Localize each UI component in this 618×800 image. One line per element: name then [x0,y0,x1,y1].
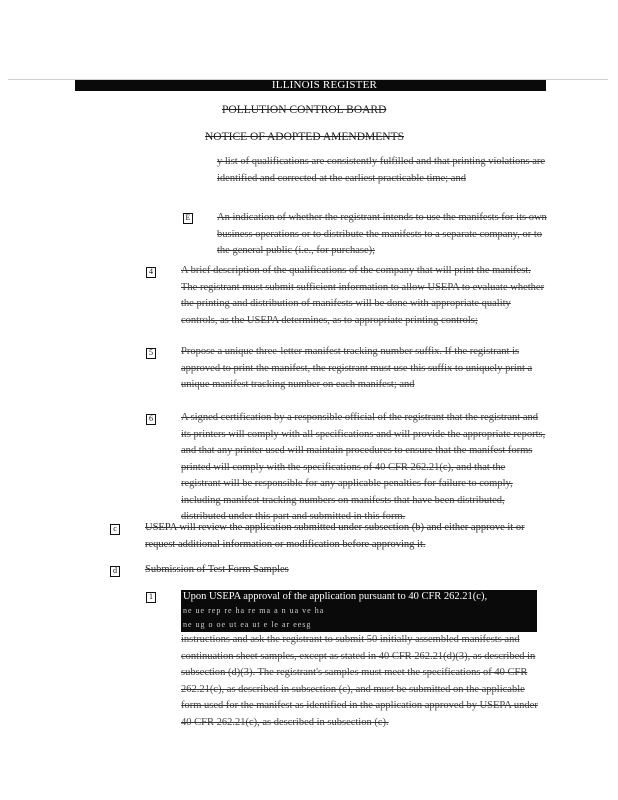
register-header-bar [75,80,546,91]
marker-4: 4 [146,267,156,278]
paragraph-d-heading: Submission of Test Form Samples [145,564,289,575]
paragraph-4: A brief description of the qualifications of the company that will print the manifest. The registrant must submit sufficient information to allow USEPA to evaluate whether the printing and distribution of manifests will be done with appropriate quality controls, as the USEPA determines, as to appropriate printing controls; [181,265,545,326]
marker-6: 6 [146,414,156,425]
paragraph-continuation: y list of qualifications are consistently fulfilled and that printing violations are identified and corrected at the earliest practicable time; and [217,156,546,184]
paragraph-e: An indication of whether the registrant intends to use the manifests for its own business operations or to distribute the manifests to a separate company, or to the general public (i.e., for purchase); [217,212,547,256]
marker-1: 1 [146,592,156,603]
marker-e: E [183,213,193,224]
marker-5: 5 [146,348,156,359]
marker-d: d [110,566,120,577]
board-title: POLLUTION CONTROL BOARD [222,104,387,116]
paragraph-6: A signed certification by a responsible official of the registrant that the registrant and its printers will comply with all specifications and will provide the appropriate reports, and that any printer used will maintain procedures to ensure that the manifest forms printed will comply with the specifications of 40 CFR 262.21(c), and that the registrant will be responsible for any applicable penalties for failure to comply, including manifest tracking numbers on manifests that have been distributed, distributed under this part and submitted in this form. [181,412,546,522]
notice-title: NOTICE OF ADOPTED AMENDMENTS [205,131,405,143]
paragraph-c: USEPA will review the application submitted under subsection (b) and either approve it or request additional information or modification before approving it. [145,522,525,550]
paragraph-1: instructions and ask the registrant to submit 50 initially assembled manifests and continuation sheet samples, except as stated in 40 CFR 262.21(d)(3), as described in subsection (d)(3). The registrant's samples must meet the specifications of 40 CFR 262.21(c), as described in subsection (c), and must be submitted on the applicable form used for the manifest as identified in the application approved by USEPA under 40 CFR 262.21(c), as described in subsection (c). [181,634,538,728]
highlighted-line-3: ne ug o oe ut ea ut e le ar eesg [181,618,537,632]
marker-c: c [110,524,120,535]
register-title: ILLINOIS REGISTER [271,79,378,91]
paragraph-5: Propose a unique three-letter manifest tracking number suffix. If the registrant is approved to print the manifest, the registrant must use this suffix to uniquely print a unique manifest tracking number on each manifest; and [181,346,533,390]
highlighted-line-2: ne ue rep re ha re ma a n ua ve ha [181,604,537,618]
highlighted-line-1: Upon USEPA approval of the application pursuant to 40 CFR 262.21(c), [181,590,537,604]
